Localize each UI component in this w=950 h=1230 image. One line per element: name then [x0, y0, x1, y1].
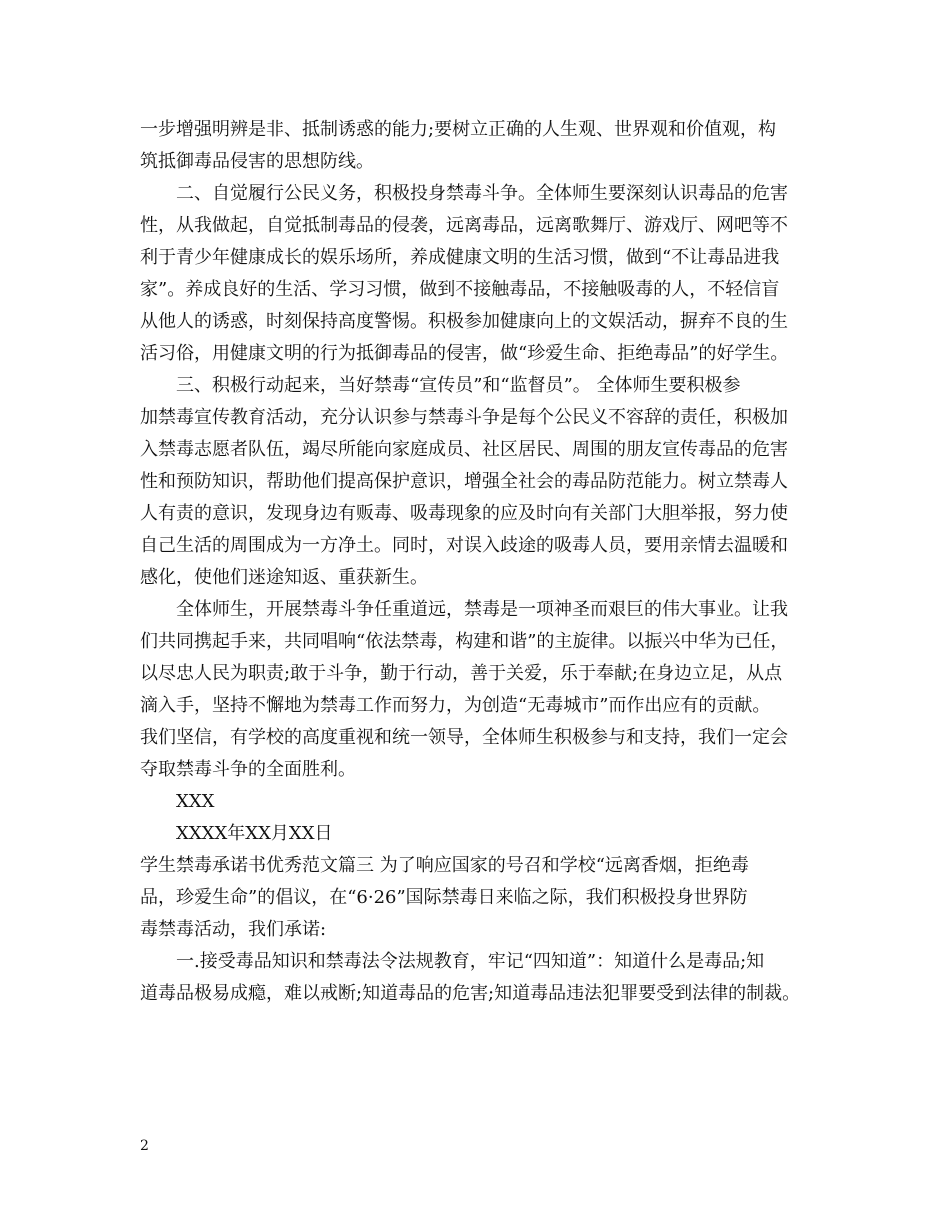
text-line: 二、自觉履行公民义务，积极投身禁毒斗争。全体师生要深刻认识毒品的危害 [176, 183, 788, 204]
text-line: 我们坚信，有学校的高度重视和统一领导，全体师生积极参与和支持，我们一定会 [140, 727, 788, 748]
text-line: 一.接受毒品知识和禁毒法令法规教育，牢记“四知道”：知道什么是毒品;知 [176, 951, 765, 972]
text-line: 道毒品极易成瘾，难以戒断;知道毒品的危害;知道毒品违法犯罪要受到法律的制裁。 [140, 983, 801, 1004]
document-body [140, 114, 830, 1010]
text-line: 自己生活的周围成为一方净土。同时，对误入歧途的吸毒人员，要用亲情去温暖和 [140, 535, 788, 556]
text-line: 感化，使他们迷途知返、重获新生。 [140, 567, 428, 588]
text-line: 人有责的意识，发现身边有贩毒、吸毒现象的应及时向有关部门大胆举报，努力使 [140, 503, 788, 524]
text-line: 筑抵御毒品侵害的思想防线。 [140, 151, 374, 172]
text-line: XXXX年XX月XX日 [176, 823, 333, 844]
text-line: 品，珍爱生命”的倡议，在“6·26”国际禁毒日来临之际，我们积极投身世界防 [140, 887, 748, 908]
text-line: 滴入手，坚持不懈地为禁毒工作而努力，为创造“无毒城市”而作出应有的贡献。 [140, 695, 771, 716]
page-number: 2 [140, 1138, 149, 1154]
text-line: 家”。养成良好的生活、学习习惯，做到不接触毒品，不接触吸毒的人，不轻信盲 [140, 279, 780, 300]
text-line: 性和预防知识，帮助他们提高保护意识，增强全社会的毒品防范能力。树立禁毒人 [140, 471, 788, 492]
text-line: 以尽忠人民为职责;敢于斗争，勤于行动，善于关爱，乐于奉献;在身边立足，从点 [140, 663, 783, 684]
text-line: 活习俗，用健康文明的行为抵御毒品的侵害，做“珍爱生命、拒绝毒品”的好学生。 [140, 343, 789, 364]
text-line: XXX [176, 791, 215, 812]
text-line: 一步增强明辨是非、抵制诱惑的能力;要树立正确的人生观、世界观和价值观，构 [140, 119, 777, 140]
text-line: 夺取禁毒斗争的全面胜利。 [140, 759, 356, 780]
text-line: 们共同携起手来，共同唱响“依法禁毒，构建和谐”的主旋律。以振兴中华为已任， [140, 631, 789, 652]
text-line: 加禁毒宣传教育活动，充分认识参与禁毒斗争是每个公民义不容辞的责任，积极加 [140, 407, 788, 428]
text-line: 入禁毒志愿者队伍，竭尽所能向家庭成员、社区居民、周围的朋友宣传毒品的危害 [140, 439, 788, 460]
text-line: 利于青少年健康成长的娱乐场所，养成健康文明的生活习惯，做到“不让毒品进我 [140, 247, 780, 268]
text-line: 三、积极行动起来，当好禁毒“宣传员”和“监督员”。 全体师生要积极参 [176, 375, 741, 396]
text-line: 从他人的诱惑，时刻保持高度警惕。积极参加健康向上的文娱活动，摒弃不良的生 [140, 311, 788, 332]
text-line: 毒禁毒活动，我们承诺: [140, 919, 327, 940]
text-line: 性，从我做起，自觉抵制毒品的侵袭，远离毒品，远离歌舞厅、游戏厅、网吧等不 [140, 215, 788, 236]
text-line: 全体师生，开展禁毒斗争任重道远，禁毒是一项神圣而艰巨的伟大事业。让我 [176, 599, 788, 620]
text-line: 学生禁毒承诺书优秀范文篇三 为了响应国家的号召和学校“远离香烟，拒绝毒 [140, 855, 749, 876]
